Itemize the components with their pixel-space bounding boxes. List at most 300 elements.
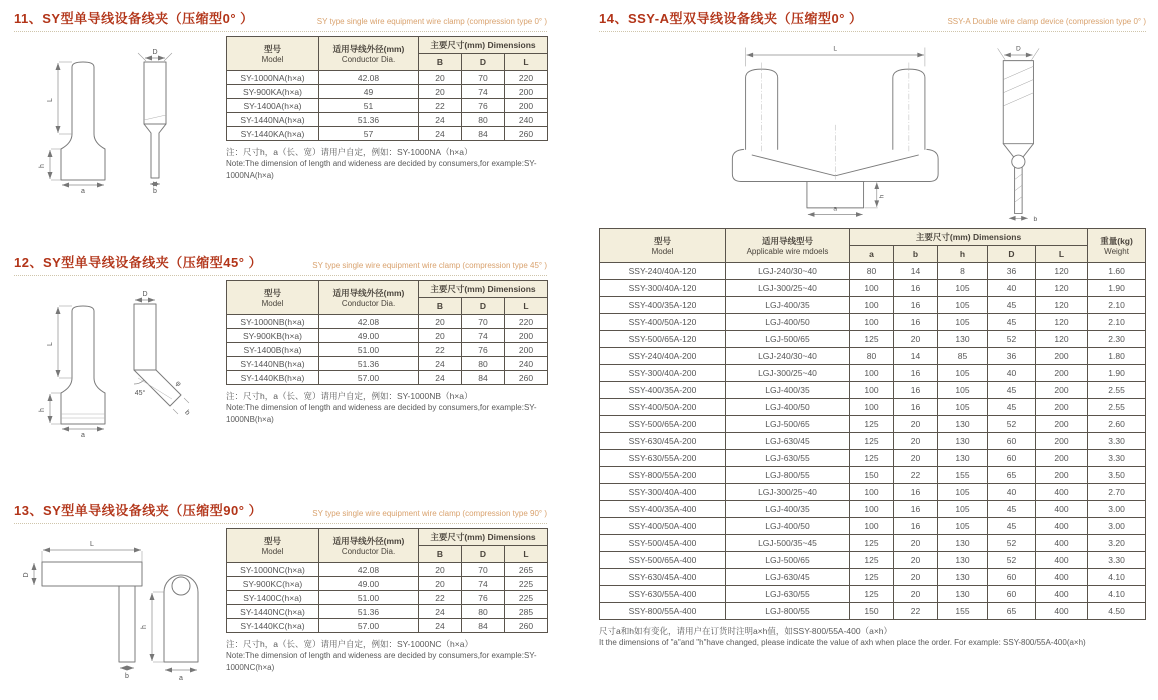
table-cell: 260 xyxy=(505,371,548,385)
col-header-dimensions: 主要尺寸(mm) Dimensions xyxy=(419,37,548,54)
col-header-model: 型号 Model xyxy=(227,281,319,315)
note-en: Note:The dimension of length and wideness are decided by consumers,for example:SY-1000NB(h×a) xyxy=(226,403,537,424)
dim-label-D: D xyxy=(142,291,148,298)
table-cell: SSY-630/55A-200 xyxy=(600,450,726,467)
table-cell: 200 xyxy=(1036,365,1088,382)
table-cell: SSY-800/55A-200 xyxy=(600,467,726,484)
table-cell: 80 xyxy=(462,113,505,127)
table-cell: 125 xyxy=(850,450,894,467)
table-cell: SY-1400C(h×a) xyxy=(227,591,319,605)
table-cell: 52 xyxy=(988,535,1036,552)
table-cell: 49.00 xyxy=(319,577,419,591)
dim-label-L: L xyxy=(47,342,54,346)
table-cell: 130 xyxy=(938,416,988,433)
side-view xyxy=(134,291,191,417)
table-cell: 45 xyxy=(988,518,1036,535)
table-cell: 105 xyxy=(938,365,988,382)
table-cell: 2.70 xyxy=(1088,484,1146,501)
table-cell: 40 xyxy=(988,484,1036,501)
table-cell: LGJ-800/55 xyxy=(726,467,850,484)
drawing-svg xyxy=(14,534,219,686)
table-cell: 16 xyxy=(894,280,938,297)
table-cell: 400 xyxy=(1036,586,1088,603)
table-row xyxy=(227,619,548,633)
table-cell: 22 xyxy=(419,591,462,605)
table-cell: 155 xyxy=(938,467,988,484)
col-header-weight: 重量(kg) Weight xyxy=(1088,229,1146,263)
table-row xyxy=(600,399,1146,416)
table-cell: 225 xyxy=(505,577,548,591)
table-cell: 260 xyxy=(505,619,548,633)
note-zh: 尺寸a和h如有变化，请用户在订货时注明a×h值，如SSY-800/55A-400（a×h） xyxy=(599,626,893,636)
table-cell: LGJ-400/50 xyxy=(726,399,850,416)
table-cell: SY-1440KA(h×a) xyxy=(227,127,319,141)
table-cell: 20 xyxy=(894,586,938,603)
table-row xyxy=(227,329,548,343)
table-cell: 24 xyxy=(419,127,462,141)
table-cell: SSY-500/65A-200 xyxy=(600,416,726,433)
table-cell: 100 xyxy=(850,484,894,501)
dim-label-phi: φ xyxy=(173,379,183,389)
table-cell: 8 xyxy=(938,263,988,280)
drawing-svg xyxy=(14,286,219,438)
table-row xyxy=(600,365,1146,382)
col-header-L: L xyxy=(1036,246,1088,263)
table-cell: SSY-630/45A-200 xyxy=(600,433,726,450)
table-cell: 20 xyxy=(419,329,462,343)
table-cell: 100 xyxy=(850,365,894,382)
table-cell: SY-1440NC(h×a) xyxy=(227,605,319,619)
side-view xyxy=(141,575,198,682)
table-cell: 49.00 xyxy=(319,329,419,343)
dim-label-b: b xyxy=(125,673,129,680)
table-cell: 240 xyxy=(505,113,548,127)
section-sy-90deg xyxy=(14,500,547,686)
table-cell: 105 xyxy=(938,501,988,518)
table-cell: SSY-400/35A-200 xyxy=(600,382,726,399)
section-title-en: SY type single wire equipment wire clamp (compression type 0° ) xyxy=(316,17,547,26)
table-cell: 76 xyxy=(462,99,505,113)
table-cell: 200 xyxy=(505,99,548,113)
front-view xyxy=(39,306,105,438)
table-cell: 14 xyxy=(894,348,938,365)
section-content xyxy=(14,280,547,438)
section-title-zh: 12、SY型单导线设备线夹（压缩型45° ） xyxy=(14,255,263,270)
table-cell: 125 xyxy=(850,552,894,569)
table-cell: 3.30 xyxy=(1088,552,1146,569)
col-header-a: a xyxy=(850,246,894,263)
table-note xyxy=(226,638,547,674)
table-cell: 16 xyxy=(894,297,938,314)
table-cell: 45 xyxy=(988,297,1036,314)
table-cell: 60 xyxy=(988,433,1036,450)
technical-drawing-ssy-a xyxy=(599,32,1146,225)
table-row xyxy=(600,297,1146,314)
table-note xyxy=(599,625,1146,649)
table-cell: 22 xyxy=(419,99,462,113)
table-head xyxy=(227,37,548,71)
table-cell: LGJ-500/35~45 xyxy=(726,535,850,552)
dim-label-h: h xyxy=(141,625,148,629)
table-cell: 60 xyxy=(988,450,1036,467)
table-cell: 400 xyxy=(1036,535,1088,552)
table-note xyxy=(226,146,547,182)
table-cell: 2.55 xyxy=(1088,399,1146,416)
side-view xyxy=(138,49,172,194)
col-header-dimensions: 主要尺寸(mm) Dimensions xyxy=(850,229,1088,246)
table-cell: 16 xyxy=(894,314,938,331)
table-row xyxy=(227,113,548,127)
table-cell: 400 xyxy=(1036,518,1088,535)
table-cell: 200 xyxy=(505,343,548,357)
table-cell: 22 xyxy=(419,343,462,357)
table-cell: 45 xyxy=(988,399,1036,416)
table-cell: 1.90 xyxy=(1088,365,1146,382)
table-cell: 20 xyxy=(419,563,462,577)
table-cell: 200 xyxy=(1036,348,1088,365)
table-cell: SY-900KC(h×a) xyxy=(227,577,319,591)
col-header-D: D xyxy=(462,54,505,71)
table-cell: 105 xyxy=(938,297,988,314)
table-cell: 16 xyxy=(894,365,938,382)
table-cell: 3.30 xyxy=(1088,433,1146,450)
table-cell: 120 xyxy=(1036,263,1088,280)
table-cell: LGJ-630/45 xyxy=(726,433,850,450)
dim-label-L: L xyxy=(832,45,837,53)
table-cell: 155 xyxy=(938,603,988,620)
dim-label-angle: 45° xyxy=(134,390,146,397)
table-cell: 70 xyxy=(462,71,505,85)
front-view xyxy=(23,541,142,680)
table-cell: SSY-300/40A-400 xyxy=(600,484,726,501)
table-cell: LGJ-500/65 xyxy=(726,331,850,348)
table-cell: LGJ-400/50 xyxy=(726,518,850,535)
table-row xyxy=(600,314,1146,331)
table-cell: SSY-300/40A-200 xyxy=(600,365,726,382)
section-title-zh: 11、SY型单导线设备线夹（压缩型0° ） xyxy=(14,11,254,26)
table-cell: 2.10 xyxy=(1088,297,1146,314)
table-cell: 1.90 xyxy=(1088,280,1146,297)
table-cell: 200 xyxy=(505,329,548,343)
col-header-model: 型号 Model xyxy=(227,529,319,563)
section-title-en: SY type single wire equipment wire clamp (compression type 45° ) xyxy=(312,261,547,270)
table-cell: 285 xyxy=(505,605,548,619)
table-row xyxy=(227,605,548,619)
table-cell: SSY-240/40A-200 xyxy=(600,348,726,365)
table-cell: 80 xyxy=(850,263,894,280)
table-cell: 200 xyxy=(1036,433,1088,450)
section-sy-0deg xyxy=(14,8,547,194)
table-cell: 24 xyxy=(419,113,462,127)
table-cell: 105 xyxy=(938,518,988,535)
dim-label-a: a xyxy=(179,675,183,682)
dim-label-b: b xyxy=(183,409,191,417)
table-body xyxy=(600,263,1146,620)
table-cell: 400 xyxy=(1036,484,1088,501)
table-cell: 40 xyxy=(988,365,1036,382)
table-cell: 24 xyxy=(419,357,462,371)
table-cell: SY-1000NA(h×a) xyxy=(227,71,319,85)
table-cell: SY-1400A(h×a) xyxy=(227,99,319,113)
technical-drawing-sy-45deg xyxy=(14,280,226,438)
table-cell: 80 xyxy=(462,357,505,371)
dim-label-h: h xyxy=(39,408,46,412)
table-cell: 150 xyxy=(850,603,894,620)
table-row xyxy=(600,484,1146,501)
table-cell: 52 xyxy=(988,331,1036,348)
table-cell: 2.55 xyxy=(1088,382,1146,399)
table-cell: 100 xyxy=(850,399,894,416)
table-body xyxy=(227,563,548,633)
table-cell: 3.30 xyxy=(1088,450,1146,467)
dim-label-D: D xyxy=(152,49,158,56)
table-row xyxy=(600,382,1146,399)
table-cell: 84 xyxy=(462,619,505,633)
table-cell: 51 xyxy=(319,99,419,113)
drawing-svg xyxy=(618,38,1128,223)
table-cell: SSY-400/50A-200 xyxy=(600,399,726,416)
table-cell: 70 xyxy=(462,563,505,577)
table-cell: 1.60 xyxy=(1088,263,1146,280)
table-cell: 265 xyxy=(505,563,548,577)
table-cell: 200 xyxy=(1036,399,1088,416)
table-cell: 2.30 xyxy=(1088,331,1146,348)
table-cell: 130 xyxy=(938,331,988,348)
table-cell: 65 xyxy=(988,467,1036,484)
col-header-conductor: 适用导线外径(mm) Conductor Dia. xyxy=(319,37,419,71)
table-cell: SSY-400/50A-120 xyxy=(600,314,726,331)
col-header-dimensions: 主要尺寸(mm) Dimensions xyxy=(419,529,548,546)
table-cell: SY-1400B(h×a) xyxy=(227,343,319,357)
table-cell: 125 xyxy=(850,331,894,348)
table-cell: 51.36 xyxy=(319,113,419,127)
spec-table xyxy=(226,280,548,385)
table-cell: 125 xyxy=(850,416,894,433)
section-title-zh: 13、SY型单导线设备线夹（压缩型90° ） xyxy=(14,503,263,518)
table-cell: SY-1440NB(h×a) xyxy=(227,357,319,371)
table-cell: 125 xyxy=(850,535,894,552)
col-header-B: B xyxy=(419,546,462,563)
table-cell: 20 xyxy=(419,577,462,591)
table-row xyxy=(227,577,548,591)
table-cell: 400 xyxy=(1036,569,1088,586)
table-cell: LGJ-800/55 xyxy=(726,603,850,620)
table-body xyxy=(227,71,548,141)
technical-drawing-sy-90deg xyxy=(14,528,226,686)
table-cell: 76 xyxy=(462,591,505,605)
spec-table-wrap xyxy=(226,36,547,194)
table-cell: 20 xyxy=(894,450,938,467)
table-cell: LGJ-400/35 xyxy=(726,501,850,518)
table-cell: 120 xyxy=(1036,314,1088,331)
table-cell: 3.00 xyxy=(1088,501,1146,518)
table-row xyxy=(600,518,1146,535)
table-cell: 260 xyxy=(505,127,548,141)
table-cell: 100 xyxy=(850,501,894,518)
section-content xyxy=(14,36,547,194)
note-zh: 注：尺寸h，a（长、宽）请用户自定，例如：SY-1000NB（h×a） xyxy=(226,391,473,401)
spec-table xyxy=(226,36,548,141)
section-title-zh: 14、SSY-A型双导线设备线夹（压缩型0° ） xyxy=(599,11,863,26)
table-cell: 76 xyxy=(462,343,505,357)
table-row xyxy=(600,263,1146,280)
table-cell: 70 xyxy=(462,315,505,329)
spec-table-wrap xyxy=(226,528,547,686)
table-cell: 36 xyxy=(988,263,1036,280)
table-cell: 130 xyxy=(938,552,988,569)
table-cell: 24 xyxy=(419,605,462,619)
note-en: Note:The dimension of length and wideness are decided by consumers,for example:SY-1000NC(h×a) xyxy=(226,651,537,672)
table-cell: 60 xyxy=(988,569,1036,586)
table-cell: 105 xyxy=(938,382,988,399)
table-cell: SY-1440KC(h×a) xyxy=(227,619,319,633)
table-cell: SSY-240/40A-120 xyxy=(600,263,726,280)
table-row xyxy=(227,99,548,113)
table-cell: 24 xyxy=(419,371,462,385)
table-cell: SSY-400/50A-400 xyxy=(600,518,726,535)
spec-table xyxy=(226,528,548,633)
technical-drawing-sy-0deg xyxy=(14,36,226,194)
table-cell: 200 xyxy=(1036,382,1088,399)
table-cell: 51.00 xyxy=(319,591,419,605)
table-cell: 20 xyxy=(894,569,938,586)
table-row xyxy=(227,563,548,577)
col-header-h: h xyxy=(938,246,988,263)
table-row xyxy=(600,280,1146,297)
table-row xyxy=(227,127,548,141)
table-cell: 52 xyxy=(988,552,1036,569)
table-row xyxy=(600,433,1146,450)
table-cell: 120 xyxy=(1036,297,1088,314)
table-cell: 42.08 xyxy=(319,563,419,577)
table-cell: 400 xyxy=(1036,501,1088,518)
table-cell: 2.10 xyxy=(1088,314,1146,331)
front-view xyxy=(732,45,938,214)
col-header-B: B xyxy=(419,54,462,71)
col-header-model: 型号 Model xyxy=(227,37,319,71)
table-cell: 65 xyxy=(988,603,1036,620)
table-cell: 100 xyxy=(850,280,894,297)
table-cell: SY-1000NB(h×a) xyxy=(227,315,319,329)
table-cell: SSY-500/65A-400 xyxy=(600,552,726,569)
table-cell: 51.36 xyxy=(319,357,419,371)
table-cell: 57.00 xyxy=(319,619,419,633)
section-header xyxy=(14,500,547,524)
table-cell: 130 xyxy=(938,586,988,603)
table-cell: SSY-400/35A-400 xyxy=(600,501,726,518)
table-cell: LGJ-500/65 xyxy=(726,416,850,433)
table-cell: 3.20 xyxy=(1088,535,1146,552)
table-cell: LGJ-400/50 xyxy=(726,314,850,331)
table-row xyxy=(600,603,1146,620)
table-cell: 130 xyxy=(938,569,988,586)
table-cell: SY-900KB(h×a) xyxy=(227,329,319,343)
drawing-svg xyxy=(14,42,219,194)
table-cell: 80 xyxy=(462,605,505,619)
table-cell: SY-900KA(h×a) xyxy=(227,85,319,99)
table-cell: 45 xyxy=(988,314,1036,331)
table-cell: 105 xyxy=(938,314,988,331)
table-cell: 200 xyxy=(1036,467,1088,484)
table-cell: 3.50 xyxy=(1088,467,1146,484)
col-header-D: D xyxy=(462,546,505,563)
table-cell: 105 xyxy=(938,280,988,297)
table-cell: 20 xyxy=(419,315,462,329)
table-cell: 74 xyxy=(462,85,505,99)
table-cell: 200 xyxy=(1036,450,1088,467)
table-cell: 20 xyxy=(894,433,938,450)
table-cell: SY-1440NA(h×a) xyxy=(227,113,319,127)
table-cell: 24 xyxy=(419,619,462,633)
col-header-B: B xyxy=(419,298,462,315)
dim-label-b: b xyxy=(153,188,157,194)
table-cell: 225 xyxy=(505,591,548,605)
table-row xyxy=(227,85,548,99)
table-cell: LGJ-630/55 xyxy=(726,450,850,467)
note-en: It the dimensions of "a"and "h"have changed, please indicate the value of axh when place the order. For example: SSY-800/55A-400(a×h) xyxy=(599,638,1086,648)
table-cell: 16 xyxy=(894,484,938,501)
section-content xyxy=(14,528,547,686)
section-header xyxy=(599,8,1146,32)
table-cell: 105 xyxy=(938,484,988,501)
section-header xyxy=(14,8,547,32)
table-row xyxy=(600,416,1146,433)
table-row xyxy=(600,331,1146,348)
table-cell: 100 xyxy=(850,314,894,331)
note-en: Note:The dimension of length and wideness are decided by consumers,for example:SY-1000NA(h×a) xyxy=(226,159,537,180)
table-cell: 4.50 xyxy=(1088,603,1146,620)
table-cell: 125 xyxy=(850,433,894,450)
table-cell: LGJ-240/30~40 xyxy=(726,263,850,280)
table-cell: 4.10 xyxy=(1088,569,1146,586)
table-cell: SSY-630/55A-400 xyxy=(600,586,726,603)
col-header-wire: 适用导线型号 Applicable wire mdoels xyxy=(726,229,850,263)
dim-label-a: a xyxy=(832,205,837,213)
note-zh: 注：尺寸h，a（长、宽）请用户自定，例如：SY-1000NC（h×a） xyxy=(226,639,473,649)
table-cell: 16 xyxy=(894,382,938,399)
table-cell: 20 xyxy=(419,85,462,99)
section-title-en: SSY-A Double wire clamp device (compression type 0° ) xyxy=(947,17,1146,26)
table-cell: LGJ-300/25~40 xyxy=(726,484,850,501)
table-cell: 20 xyxy=(894,416,938,433)
table-cell: 16 xyxy=(894,501,938,518)
section-header xyxy=(14,252,547,276)
table-cell: 22 xyxy=(894,467,938,484)
dim-label-b: b xyxy=(1033,216,1037,223)
table-cell: 20 xyxy=(894,331,938,348)
table-cell: 84 xyxy=(462,371,505,385)
col-header-conductor: 适用导线外径(mm) Conductor Dia. xyxy=(319,529,419,563)
table-cell: 36 xyxy=(988,348,1036,365)
table-cell: LGJ-400/35 xyxy=(726,297,850,314)
table-cell: 60 xyxy=(988,586,1036,603)
table-cell: SSY-630/45A-400 xyxy=(600,569,726,586)
table-cell: 20 xyxy=(894,535,938,552)
table-cell: LGJ-630/45 xyxy=(726,569,850,586)
table-row xyxy=(600,535,1146,552)
table-cell: 200 xyxy=(1036,416,1088,433)
table-cell: SSY-300/40A-120 xyxy=(600,280,726,297)
table-head xyxy=(227,281,548,315)
section-title-en: SY type single wire equipment wire clamp (compression type 90° ) xyxy=(312,509,547,518)
table-cell: 105 xyxy=(938,399,988,416)
table-cell: 3.00 xyxy=(1088,518,1146,535)
table-cell: 16 xyxy=(894,399,938,416)
table-cell: 57 xyxy=(319,127,419,141)
table-cell: 42.08 xyxy=(319,71,419,85)
section-sy-45deg xyxy=(14,252,547,438)
table-row xyxy=(600,467,1146,484)
